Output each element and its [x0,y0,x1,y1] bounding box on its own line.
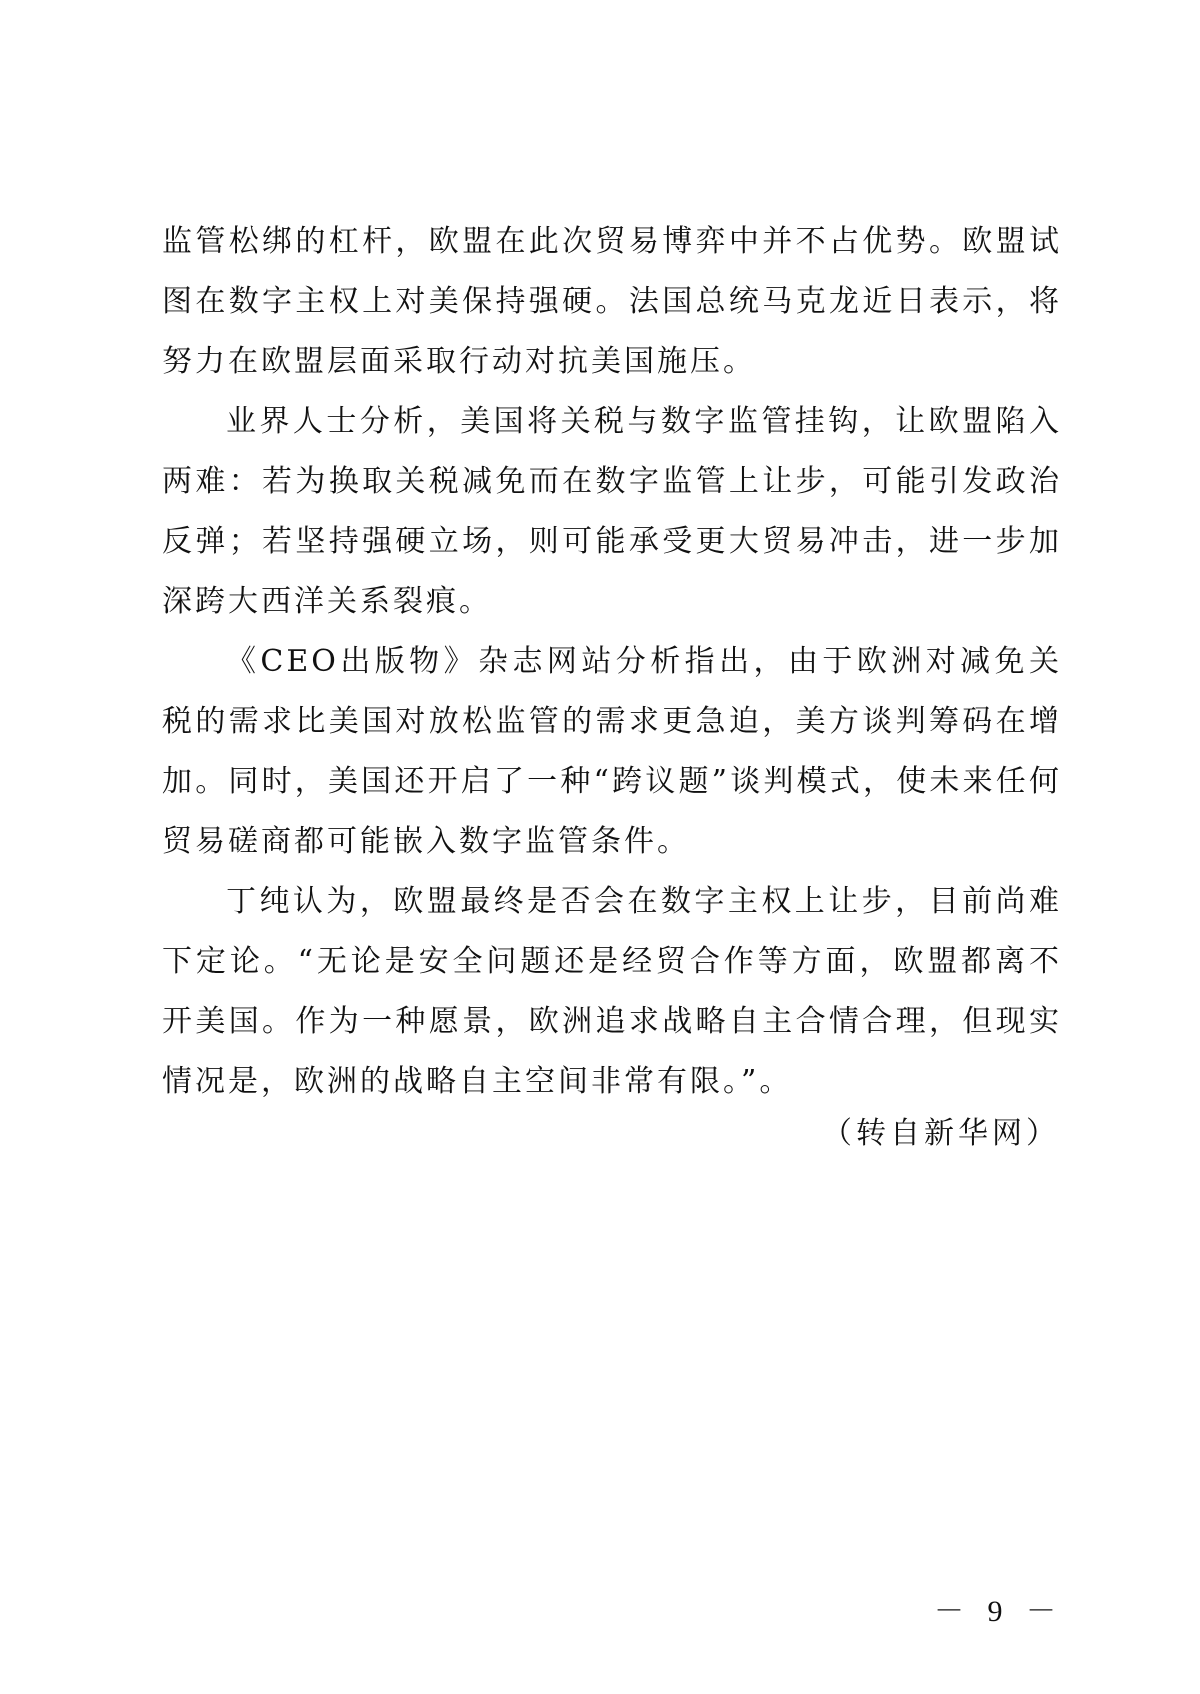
paragraph-4: 丁纯认为，欧盟最终是否会在数字主权上让步，目前尚难下定论。“无论是安全问题还是经贸合作等方面，欧盟都离不开美国。作为一种愿景，欧洲追求战略自主合情合理，但现实情况是，欧洲的战略自主空间非常有限。”。 [162,884,1062,1099]
page-number: － 9 － [934,1595,1064,1628]
article-body [162,212,1062,1112]
paragraph-3: 《CEO出版物》杂志网站分析指出，由于欧洲对减免关税的需求比美国对放松监管的需求更急迫，美方谈判筹码在增加。同时，美国还开启了一种“跨议题”谈判模式，使未来任何贸易磋商都可能嵌入数字监管条件。 [162,644,1062,859]
paragraph-1: 监管松绑的杠杆，欧盟在此次贸易博弈中并不占优势。欧盟试图在数字主权上对美保持强硬。法国总统马克龙近日表示，将努力在欧盟层面采取行动对抗美国施压。 [162,224,1062,379]
paragraph-2: 业界人士分析，美国将关税与数字监管挂钩，让欧盟陷入两难：若为换取关税减免而在数字监管上让步，可能引发政治反弹；若坚持强硬立场，则可能承受更大贸易冲击，进一步加深跨大西洋关系裂痕。 [162,404,1062,619]
source-attribution: （转自新华网） [822,1116,1060,1151]
